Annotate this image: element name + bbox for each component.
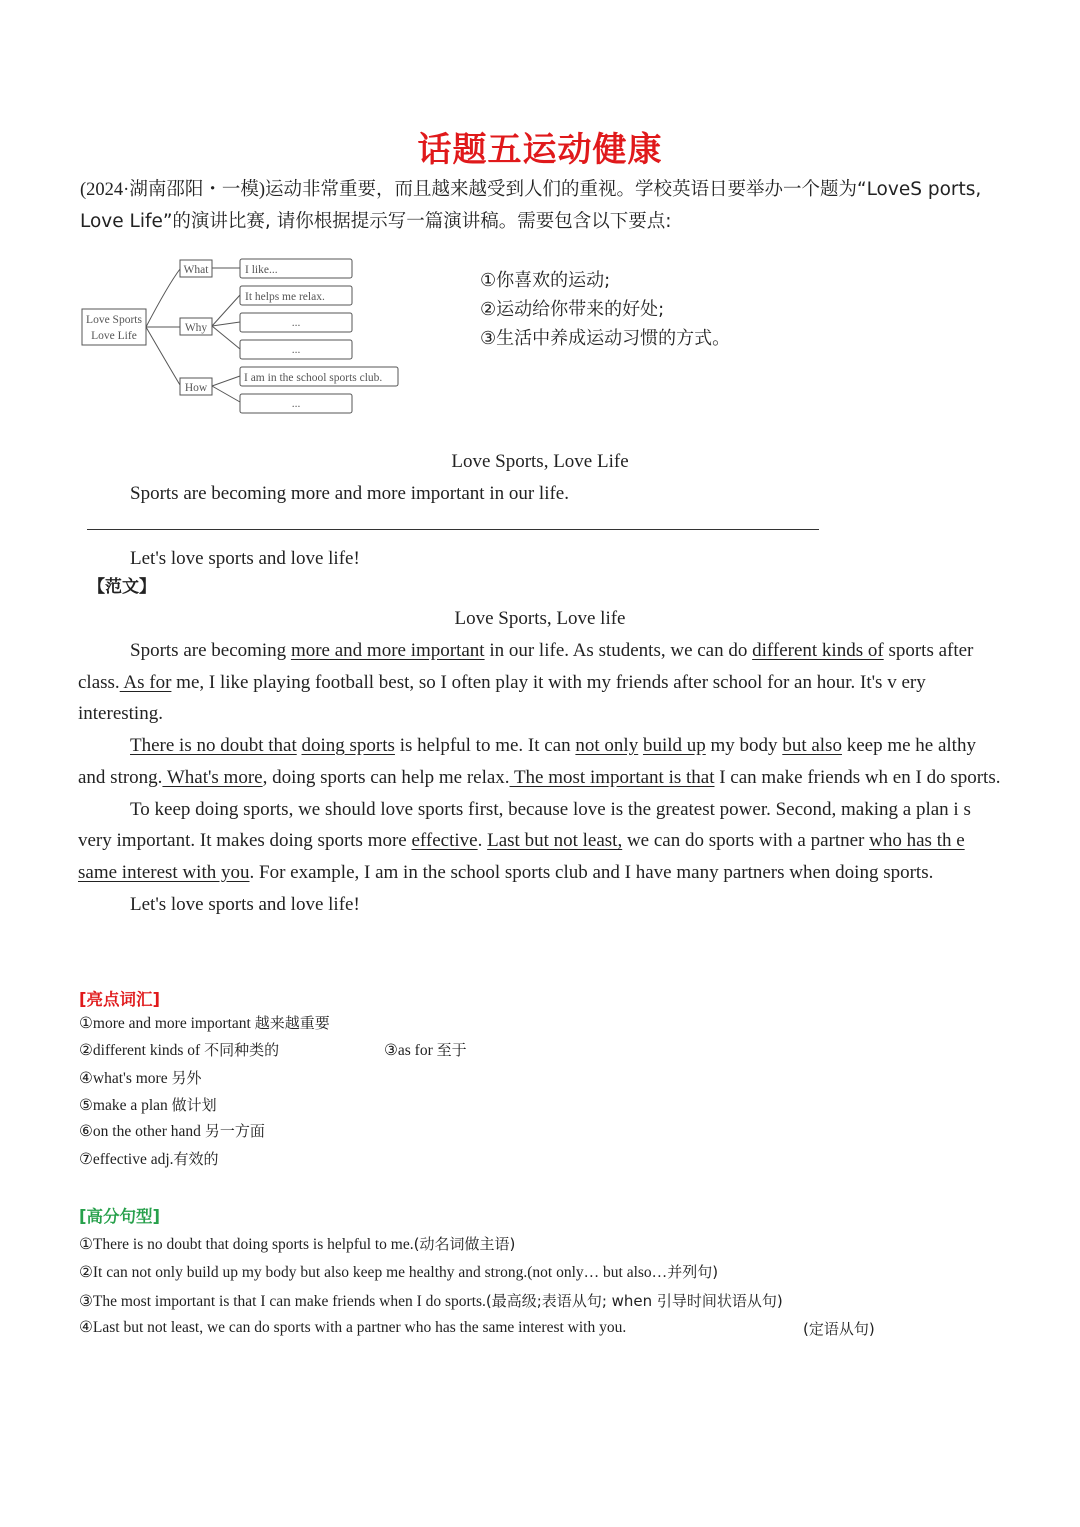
mindmap-what: What (183, 264, 209, 276)
mindmap-why-leaf-3: ... (291, 344, 301, 356)
key-point: ①你喜欢的运动; (480, 270, 611, 291)
key-point: ③生活中养成运动习惯的方式。 (480, 328, 731, 349)
sentence-item: ③The most important is that I can make friends when I do sports.(最高级;表语从句; when 引导时间状语从句) (79, 1292, 783, 1310)
writing-line (87, 529, 819, 530)
prompt-source: (2024·湖南邵阳・一模) (80, 180, 265, 200)
page-title: 话题五运动健康 (417, 130, 663, 170)
vocab-item: ③as for 至于 (384, 1041, 467, 1059)
mind-map (78, 255, 408, 420)
mindmap-root-line2: Love Life (91, 330, 137, 342)
sentence-item: ②It can not only build up my body but also keep me healthy and strong.(not only… but also…并列句) (79, 1263, 719, 1281)
sentence-item-note: (定语从句) (803, 1320, 875, 1338)
prompt-text: 运动非常重要，而且越来越受到人们的重视。学校英语日要举办一个题为“LoveS ports, Love Life”的演讲比赛, 请你根据提示写一篇演讲稿。需要包含以下要点: (80, 179, 982, 232)
essay-paragraph-4: Let's love sports and love life! (130, 893, 360, 915)
vocab-item: ④what's more 另外 (79, 1069, 202, 1087)
vocab-item: ⑤make a plan 做计划 (79, 1096, 217, 1114)
mindmap-how: How (184, 382, 208, 394)
mindmap-how-leaf-2: ... (291, 398, 301, 410)
essay-paragraph-3: To keep doing sports, we should love sports first, because love is the greatest power. Second, making a plan i s very important. It makes doing sports more effective. Last but not least, we can do sports with a partner who has th e same interest with you. For example, I am in the school sports club and I have many partners when doing sports. (78, 798, 971, 883)
essay-paragraph-2: There is no doubt that doing sports is helpful to me. It can not only build up my body but also keep me he althy and strong. What's more, doing sports can help me relax. The most important is that I can make friends wh en I do sports. (78, 735, 1001, 788)
task-heading: Love Sports, Love Life (451, 451, 629, 472)
prompt-intro (80, 174, 1010, 238)
model-label: 【范文】 (88, 577, 156, 597)
mindmap-how-leaf-1: I am in the school sports club. (244, 372, 383, 384)
essay-paragraph-1: Sports are becoming more and more important in our life. As students, we can do different kinds of sports after class. As for me, I like playing football best, so I often play it with my friends after school for an hour. It's v ery interesting. (78, 640, 974, 725)
vocab-item: ②different kinds of 不同种类的 (79, 1041, 280, 1059)
mindmap-what-leaf: I like... (245, 264, 278, 276)
sentence-item: ④Last but not least, we can do sports with a partner who has the same interest with you. (79, 1319, 627, 1336)
model-heading: Love Sports, Love life (454, 608, 626, 629)
mindmap-why-leaf-2: ... (291, 317, 301, 329)
vocab-item: ①more and more important 越来越重要 (79, 1014, 330, 1032)
task-closing: Let's love sports and love life! (130, 548, 360, 569)
task-opening: Sports are becoming more and more important in our life. (130, 483, 569, 504)
model-essay (78, 635, 1008, 920)
mindmap-why-leaf-1: It helps me relax. (245, 291, 325, 303)
key-point: ②运动给你带来的好处; (480, 299, 665, 320)
vocab-label: [亮点词汇] (79, 990, 161, 1009)
mindmap-why: Why (184, 322, 208, 334)
key-points (480, 266, 730, 353)
vocab-item: ⑦effective adj.有效的 (79, 1150, 219, 1168)
sentence-item: ①There is no doubt that doing sports is helpful to me.(动名词做主语) (79, 1235, 516, 1253)
vocab-item: ⑥on the other hand 另一方面 (79, 1122, 265, 1140)
mindmap-root-line1: Love Sports (86, 314, 142, 326)
sentences-label: [高分句型] (79, 1207, 161, 1226)
